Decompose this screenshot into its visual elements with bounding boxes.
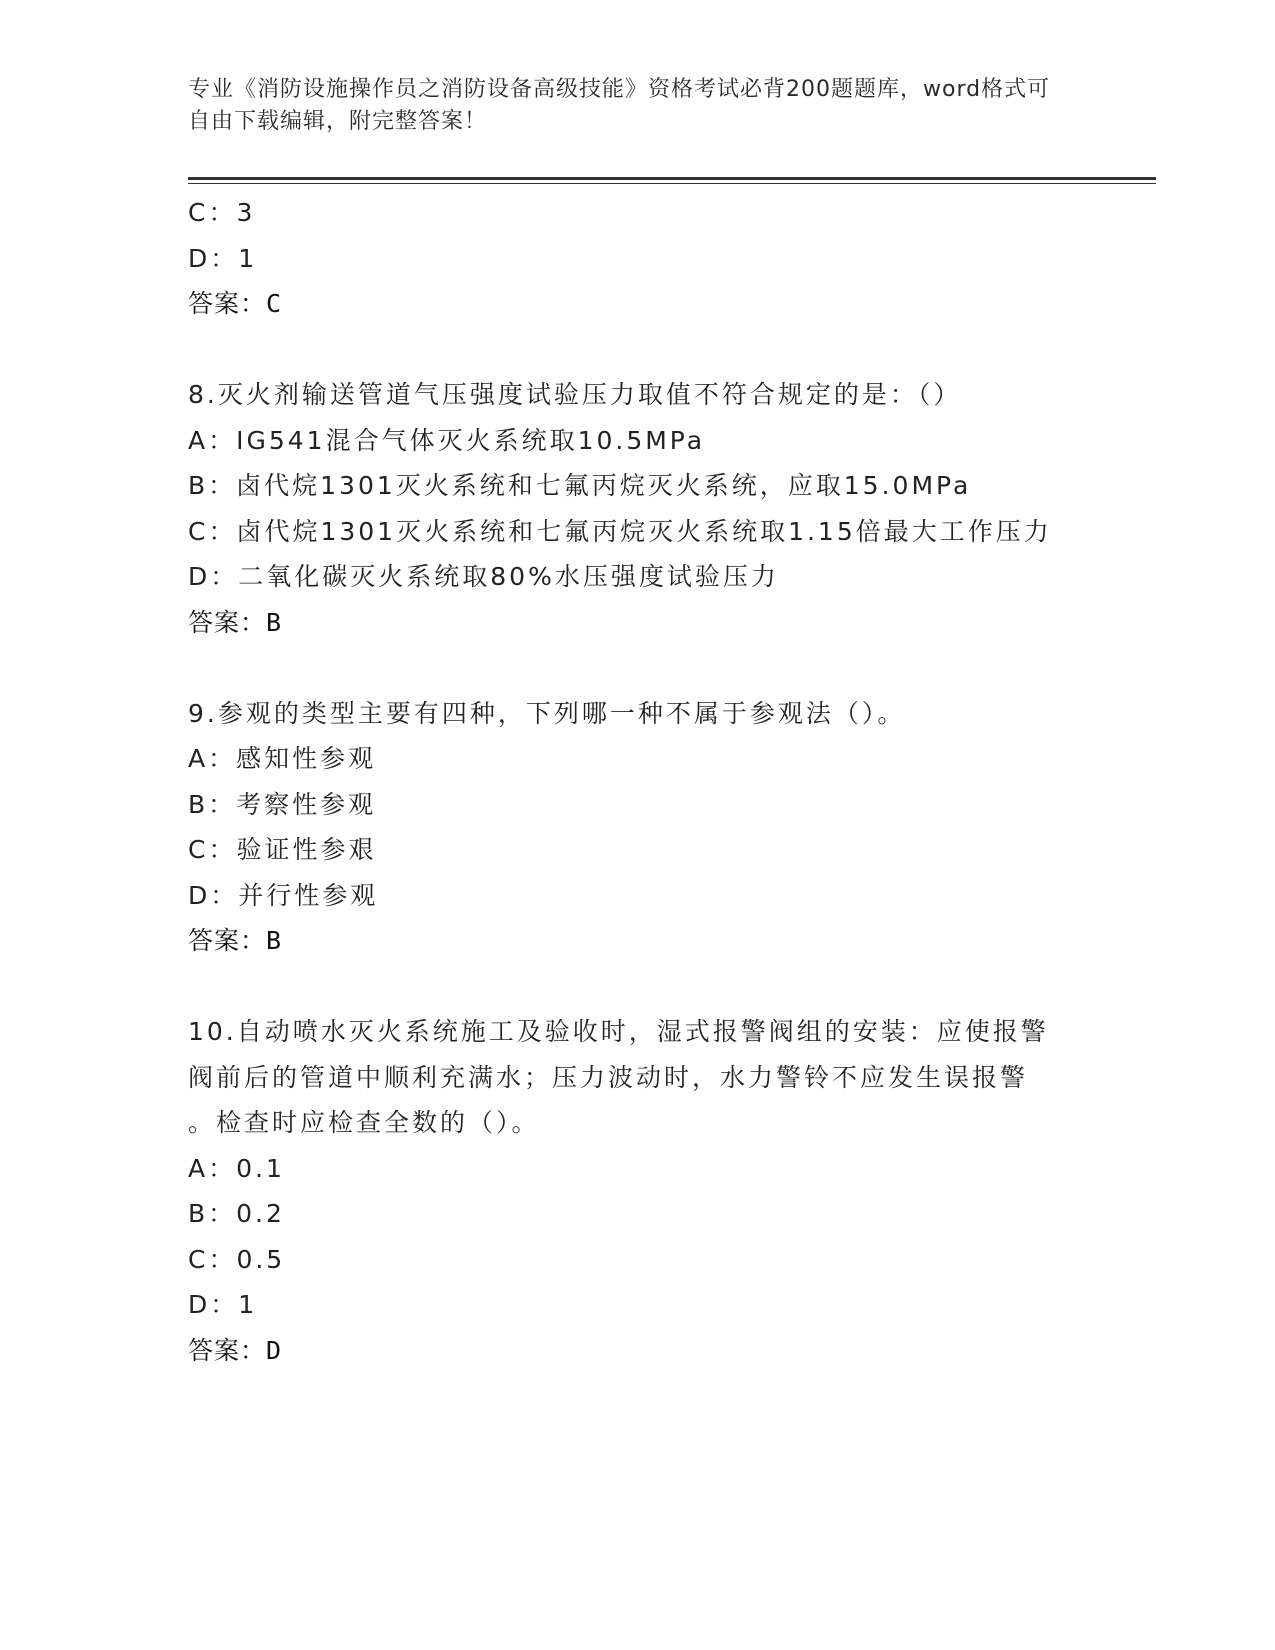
page-header: 专业《消防设施操作员之消防设备高级技能》资格考试必背200题题库，word格式可自由下载编辑，附完整答案！ [188, 77, 1051, 134]
option-a: A：0.1 [188, 1153, 285, 1183]
header-divider-thin [188, 183, 1156, 184]
option-c: C：0.5 [188, 1244, 286, 1274]
answer-line [188, 1328, 1128, 1374]
answer-key: B [266, 926, 283, 955]
header-divider-thick [188, 177, 1156, 180]
option-a: A：感知性参观 [188, 744, 377, 773]
answer-line [188, 600, 1128, 646]
option-a: A：IG541混合气体灭火系统取10.5MPa [188, 425, 706, 455]
answer-label: 答案： [188, 926, 267, 955]
question-stem: 8.灭火剂输送管道气压强度试验压力取值不符合规定的是：（） [188, 380, 962, 409]
option-b: B：卤代烷1301灭火系统和七氟丙烷灭火系统，应取15.0MPa [188, 471, 972, 500]
question-stem-line-3: 。检查时应检查全数的（）。 [188, 1108, 540, 1137]
document-body [188, 190, 1128, 1373]
answer-key: B [266, 607, 283, 637]
answer-label: 答案： [188, 607, 267, 637]
option-d: D：1 [188, 1290, 258, 1319]
option-b: B：0.2 [188, 1199, 285, 1228]
option-c: C：3 [188, 198, 256, 227]
option-b: B：考察性参观 [188, 789, 377, 819]
option-d: D：并行性参观 [188, 880, 379, 910]
answer-line [188, 918, 1128, 964]
option-d: D：二氧化碳灭火系统取80%水压强度试验压力 [188, 562, 779, 591]
answer-label: 答案： [188, 1335, 267, 1365]
question-stem-line-2: 阀前后的管道中顺利充满水；压力波动时，水力警铃不应发生误报警 [188, 1062, 1029, 1092]
answer-label: 答案： [188, 289, 267, 318]
question-9 [188, 691, 1128, 964]
answer-key: C [266, 289, 283, 318]
option-c: C：卤代烷1301灭火系统和七氟丙烷灭火系统取1.15倍最大工作压力 [188, 516, 1052, 546]
option-c: C：验证性参艰 [188, 835, 377, 864]
question-10 [188, 1009, 1128, 1373]
question-stem-line-1: 10.自动喷水灭火系统施工及验收时，湿式报警阀组的安装：应使报警 [188, 1017, 1049, 1046]
partial-question [188, 190, 1128, 327]
option-d: D：1 [188, 243, 258, 273]
question-stem: 9.参观的类型主要有四种，下列哪一种不属于参观法（）。 [188, 698, 906, 728]
answer-line [188, 281, 1128, 327]
answer-key: D [266, 1335, 283, 1365]
question-8 [188, 372, 1128, 645]
